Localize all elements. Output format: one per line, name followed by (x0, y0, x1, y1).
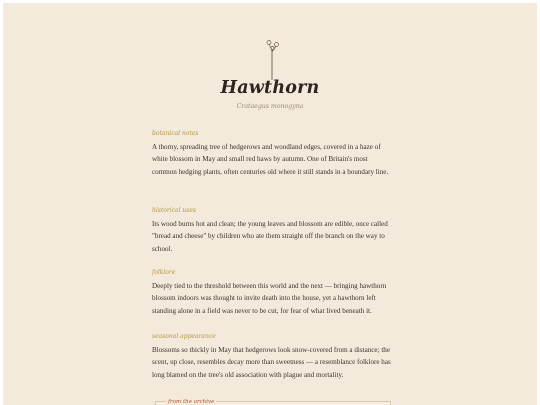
section-body: A thorny, spreading tree of hedgerows and woodland edges, covered in a haze of white blossom in May and small red haws by autumn. One of Britain's most common hedging plants, often centuries old where it still stands in a boundary line. (152, 143, 389, 176)
section-label: botanical notes (152, 130, 199, 137)
section-historical-uses (152, 207, 394, 255)
page-title: Hawthorn (220, 78, 320, 98)
page-frame (3, 3, 537, 405)
section-body: Its wood burns hot and clean; the young leaves and blossom are edible, once called "bread and cheese" by children who ate them straight off the branch on the way to school. (152, 220, 388, 253)
archive-label: from the archive (168, 399, 215, 405)
section-body: Blossoms so thickly in May that hedgerows look snow-covered from a distance; the scent, up close, resembles decay more than sweetness — a resemblance folklore has long blamed on the tree's old association with plague and mortality. (152, 346, 391, 379)
section-seasonal-appearance (152, 333, 394, 381)
archive-box (155, 401, 391, 405)
section-label: historical uses (152, 207, 197, 214)
section-folklore (152, 269, 394, 317)
section-label: folklore (152, 269, 176, 276)
section-botanical-notes (152, 130, 394, 178)
page-subtitle: Crataegus monogyna (236, 103, 304, 110)
section-label: seasonal appearance (152, 333, 216, 340)
section-body: Deeply tied to the threshold between this world and the next — bringing hawthorn blossom indoors was thought to invite death into the house, yet a hawthorn left standing alone in a field was never to be cut, for fear of what lived beneath it. (152, 282, 387, 315)
hawthorn-sprig-icon (261, 37, 283, 81)
